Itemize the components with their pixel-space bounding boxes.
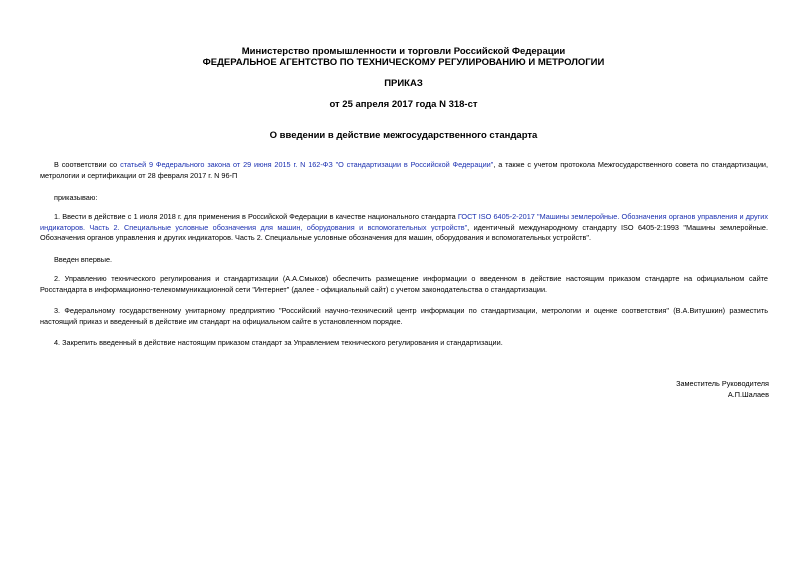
- paragraph-item-2: 2. Управлению технического регулирования и стандартизации (А.А.Смыков) обеспечить размещение информации о введенном в действие настоящим приказом стандарте на официальном сайте Росстандарта в информационно-телекоммуникационной сети "Интернет" (далее - официальный сайт) с учетом законодательства о стандартизации.: [40, 274, 768, 294]
- item-1-pre: 1. Ввести в действие с 1 июля 2018 г. для применения в Российской Федерации в качестве национального стандарта: [54, 212, 458, 221]
- date-number-heading: от 25 апреля 2017 года N 318-ст: [329, 99, 478, 110]
- signature-position: Заместитель Руководителя: [676, 379, 769, 388]
- agency-heading: ФЕДЕРАЛЬНОЕ АГЕНТСТВО ПО ТЕХНИЧЕСКОМУ РЕГУЛИРОВАНИЮ И МЕТРОЛОГИИ: [202, 57, 605, 68]
- federal-law-link[interactable]: статьей 9 Федерального закона от 29 июня 2015 г. N 162-ФЗ "О стандартизации в Российской Федерации": [120, 160, 494, 169]
- signature-name: А.П.Шалаев: [727, 390, 769, 399]
- standard-link[interactable]: ГОСТ ISO 6405-2-2017 "Машины землеройные. Обозначения органов управления и других индикаторов. Часть 2. Специальные условные обозначения для машин, оборудования и вспомогательных устройств": [40, 212, 768, 232]
- paragraph-basis: [40, 160, 768, 181]
- paragraph-item-3: 3. Федеральному государственному унитарному предприятию "Российский научно-технический центр информации по стандартизации, метрологии и оценке соответствия" (В.А.Витушкин) разместить настоящий приказ и введенный в действие им стандарт на официальном сайте в установленном порядке.: [40, 306, 768, 326]
- paragraph-item-4: 4. Закрепить введенный в действие настоящим приказом стандарт за Управлением технического регулирования и стандартизации.: [54, 338, 503, 347]
- doc-type-heading: ПРИКАЗ: [384, 78, 423, 89]
- ministry-heading: Министерство промышленности и торговли Российской Федерации: [241, 46, 566, 57]
- paragraph-basis-pre: В соответствии со: [54, 160, 121, 169]
- paragraph-basis-post: , а также с учетом протокола Межгосударственного совета по стандартизации, метрологии и сертификации от 28 февраля 2017 г. N 96-П: [40, 160, 769, 180]
- document-title: О введении в действие межгосударственного стандарта: [269, 130, 538, 141]
- paragraph-item-1: [40, 212, 768, 244]
- order-word: приказываю:: [54, 193, 98, 202]
- item-1-post: , идентичный международному стандарту ISO 6405-2:1993 "Машины землеройные. Обозначения органов управления и других индикаторов. Часть 2. Специальные условные обозначения для машин, оборудования и вспомогательных устройств".: [40, 222, 768, 242]
- introduced-first-note: Введен впервые.: [54, 255, 113, 264]
